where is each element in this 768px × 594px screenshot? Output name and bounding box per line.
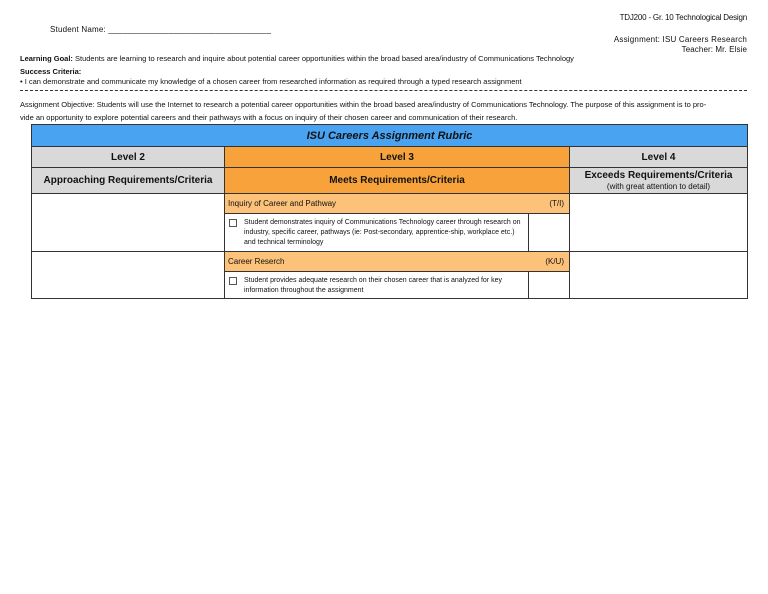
rubric-table	[31, 124, 748, 299]
level-4-cell-inquiry[interactable]	[570, 194, 748, 252]
section-header-inquiry	[225, 194, 569, 213]
objective-text-line-1: Students will use the Internet to research a potential career opportunities within the broad based area/industry of Communications Technology. The purpose of this assignment is to pro-	[94, 100, 707, 109]
objective-text-line-2: vide an opportunity to explore potential careers and their pathways with a focus on inquiry of their chosen career and communication of their research.	[20, 113, 518, 122]
level-4-descriptor-subtitle: (with great attention to detail)	[606, 181, 711, 191]
assignment-objective	[20, 98, 748, 124]
student-name-field[interactable]: Student Name: ___________________________________	[50, 25, 272, 34]
level-4-descriptor	[570, 168, 748, 194]
level-4-descriptor-title: Exceeds Requirements/Criteria	[584, 169, 733, 181]
level-4-header: Level 4	[570, 147, 748, 168]
section-header-research	[225, 252, 569, 271]
rubric-title: ISU Careers Assignment Rubric	[32, 125, 748, 147]
course-code: TDJ200 - Gr. 10 Technological Design	[619, 13, 747, 22]
section-code-research: (K/U)	[545, 257, 564, 266]
level-2-header: Level 2	[32, 147, 225, 168]
level-2-cell-inquiry[interactable]	[32, 194, 225, 252]
assignment-title: Assignment: ISU Careers Research	[613, 35, 747, 44]
section-title-inquiry: Inquiry of Career and Pathway	[228, 199, 337, 208]
score-box-inquiry[interactable]	[528, 214, 569, 251]
criteria-text-inquiry: Student demonstrates inquiry of Communications Technology career through research on industry, specific career, pathways (ie: Post-secondary, apprentice-ship, workplace etc.) and technical terminology	[244, 219, 521, 246]
section-code-inquiry: (T/I)	[549, 199, 564, 208]
learning-goal-text: Students are learning to research and inquire about potential career opportunities within the broad based area/industry of Communications Technology	[72, 54, 574, 63]
level-3-cell-inquiry	[225, 194, 570, 252]
level-3-cell-research	[225, 252, 570, 299]
level-3-header: Level 3	[225, 147, 570, 168]
level-4-cell-research[interactable]	[570, 252, 748, 299]
dashed-divider	[20, 90, 747, 91]
criteria-text-research: Student provides adequate research on their chosen career that is analyzed for key information throughout the assignment	[244, 277, 502, 294]
level-2-descriptor: Approaching Requirements/Criteria	[32, 168, 225, 194]
score-box-research[interactable]	[528, 272, 569, 298]
objective-label: Assignment Objective:	[20, 100, 95, 109]
success-criteria-label: Success Criteria:	[20, 67, 82, 76]
section-title-research: Career Reserch	[228, 257, 285, 266]
learning-goal	[20, 54, 574, 63]
criteria-item	[225, 214, 528, 251]
criteria-row-research	[225, 271, 569, 298]
checkbox-inquiry[interactable]	[229, 219, 237, 227]
level-2-cell-research[interactable]	[32, 252, 225, 299]
criteria-item	[225, 272, 528, 298]
learning-goal-label: Learning Goal:	[20, 54, 73, 63]
checkbox-research[interactable]	[229, 277, 237, 285]
success-criteria-item: • I can demonstrate and communicate my knowledge of a chosen career from researched information as required through a typed research assignment	[20, 77, 522, 86]
teacher-name: Teacher: Mr. Elsie	[681, 45, 747, 54]
level-3-descriptor: Meets Requirements/Criteria	[225, 168, 570, 194]
criteria-row-inquiry	[225, 213, 569, 251]
